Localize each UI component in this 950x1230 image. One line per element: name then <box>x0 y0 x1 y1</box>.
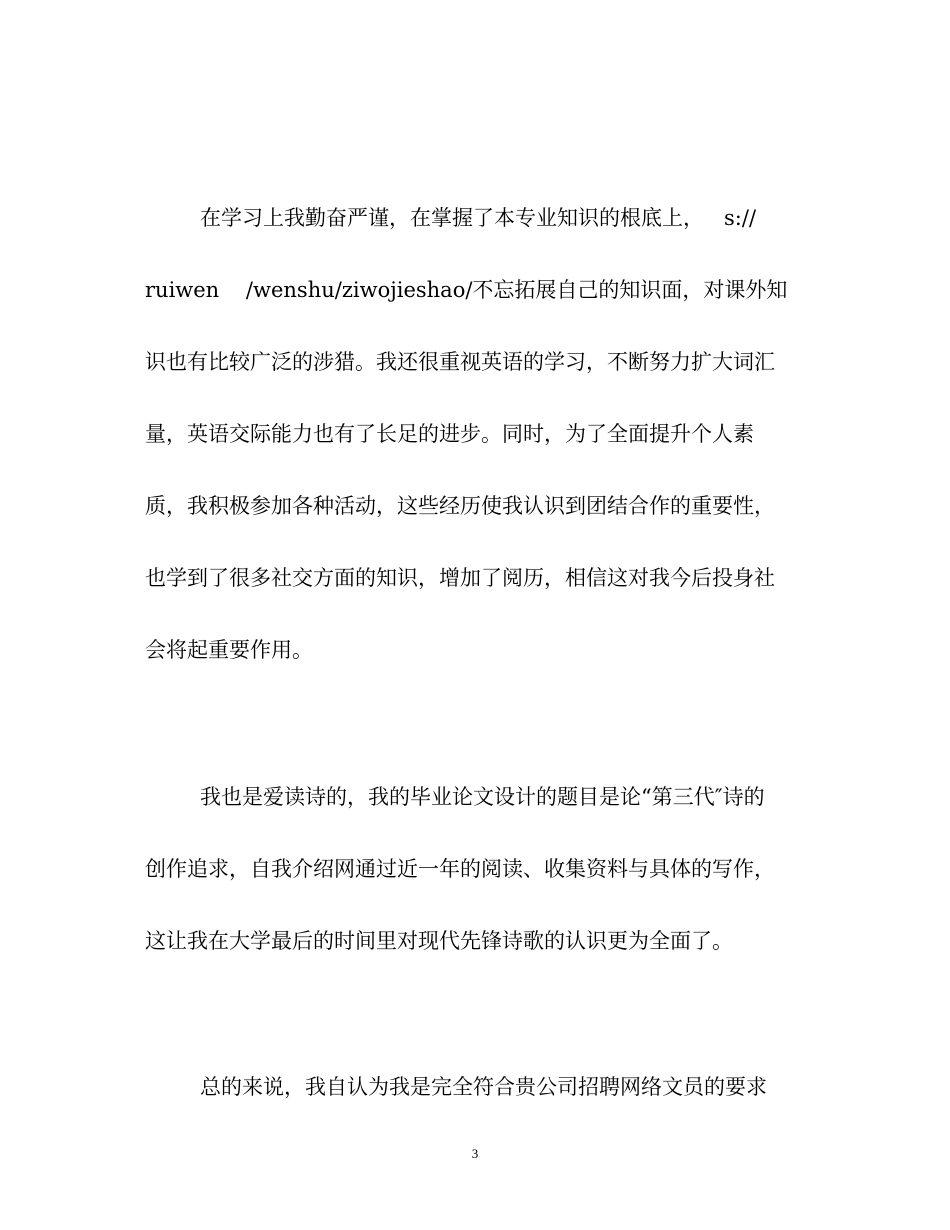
paragraph-2-line-2: 创作追求，自我介绍网通过近一年的阅读、收集资料与具体的写作， <box>145 857 775 881</box>
paragraph-1-line-6: 也学到了很多社交方面的知识，增加了阅历，相信这对我今后投身社 <box>145 566 775 590</box>
paragraph-1-line-7: 会将起重要作用。 <box>145 638 313 662</box>
paragraph-1-line-5: 质，我积极参加各种活动，这些经历使我认识到团结合作的重要性， <box>145 494 775 518</box>
page-number: 3 <box>471 1146 479 1161</box>
paragraph-1-line-4: 量，英语交际能力也有了长足的进步。同时，为了全面提升个人素 <box>145 422 754 446</box>
paragraph-2-line-3: 这让我在大学最后的时间里对现代先锋诗歌的认识更为全面了。 <box>145 929 733 953</box>
paragraph-1-line-2: ruiwen /wenshu/ziwojieshao/不忘拓展自己的知识面，对课外知 <box>145 278 788 302</box>
paragraph-1-line-1: 在学习上我勤奋严谨，在掌握了本专业知识的根底上， s:// <box>200 206 757 230</box>
paragraph-1-line-3: 识也有比较广泛的涉猎。我还很重视英语的学习，不断努力扩大词汇 <box>145 350 775 374</box>
paragraph-2-line-1: 我也是爱读诗的，我的毕业论文设计的题目是论“第三代″诗的 <box>200 785 765 809</box>
paragraph-3-line-1: 总的来说，我自认为我是完全符合贵公司招聘网络文员的要求 <box>200 1075 767 1099</box>
